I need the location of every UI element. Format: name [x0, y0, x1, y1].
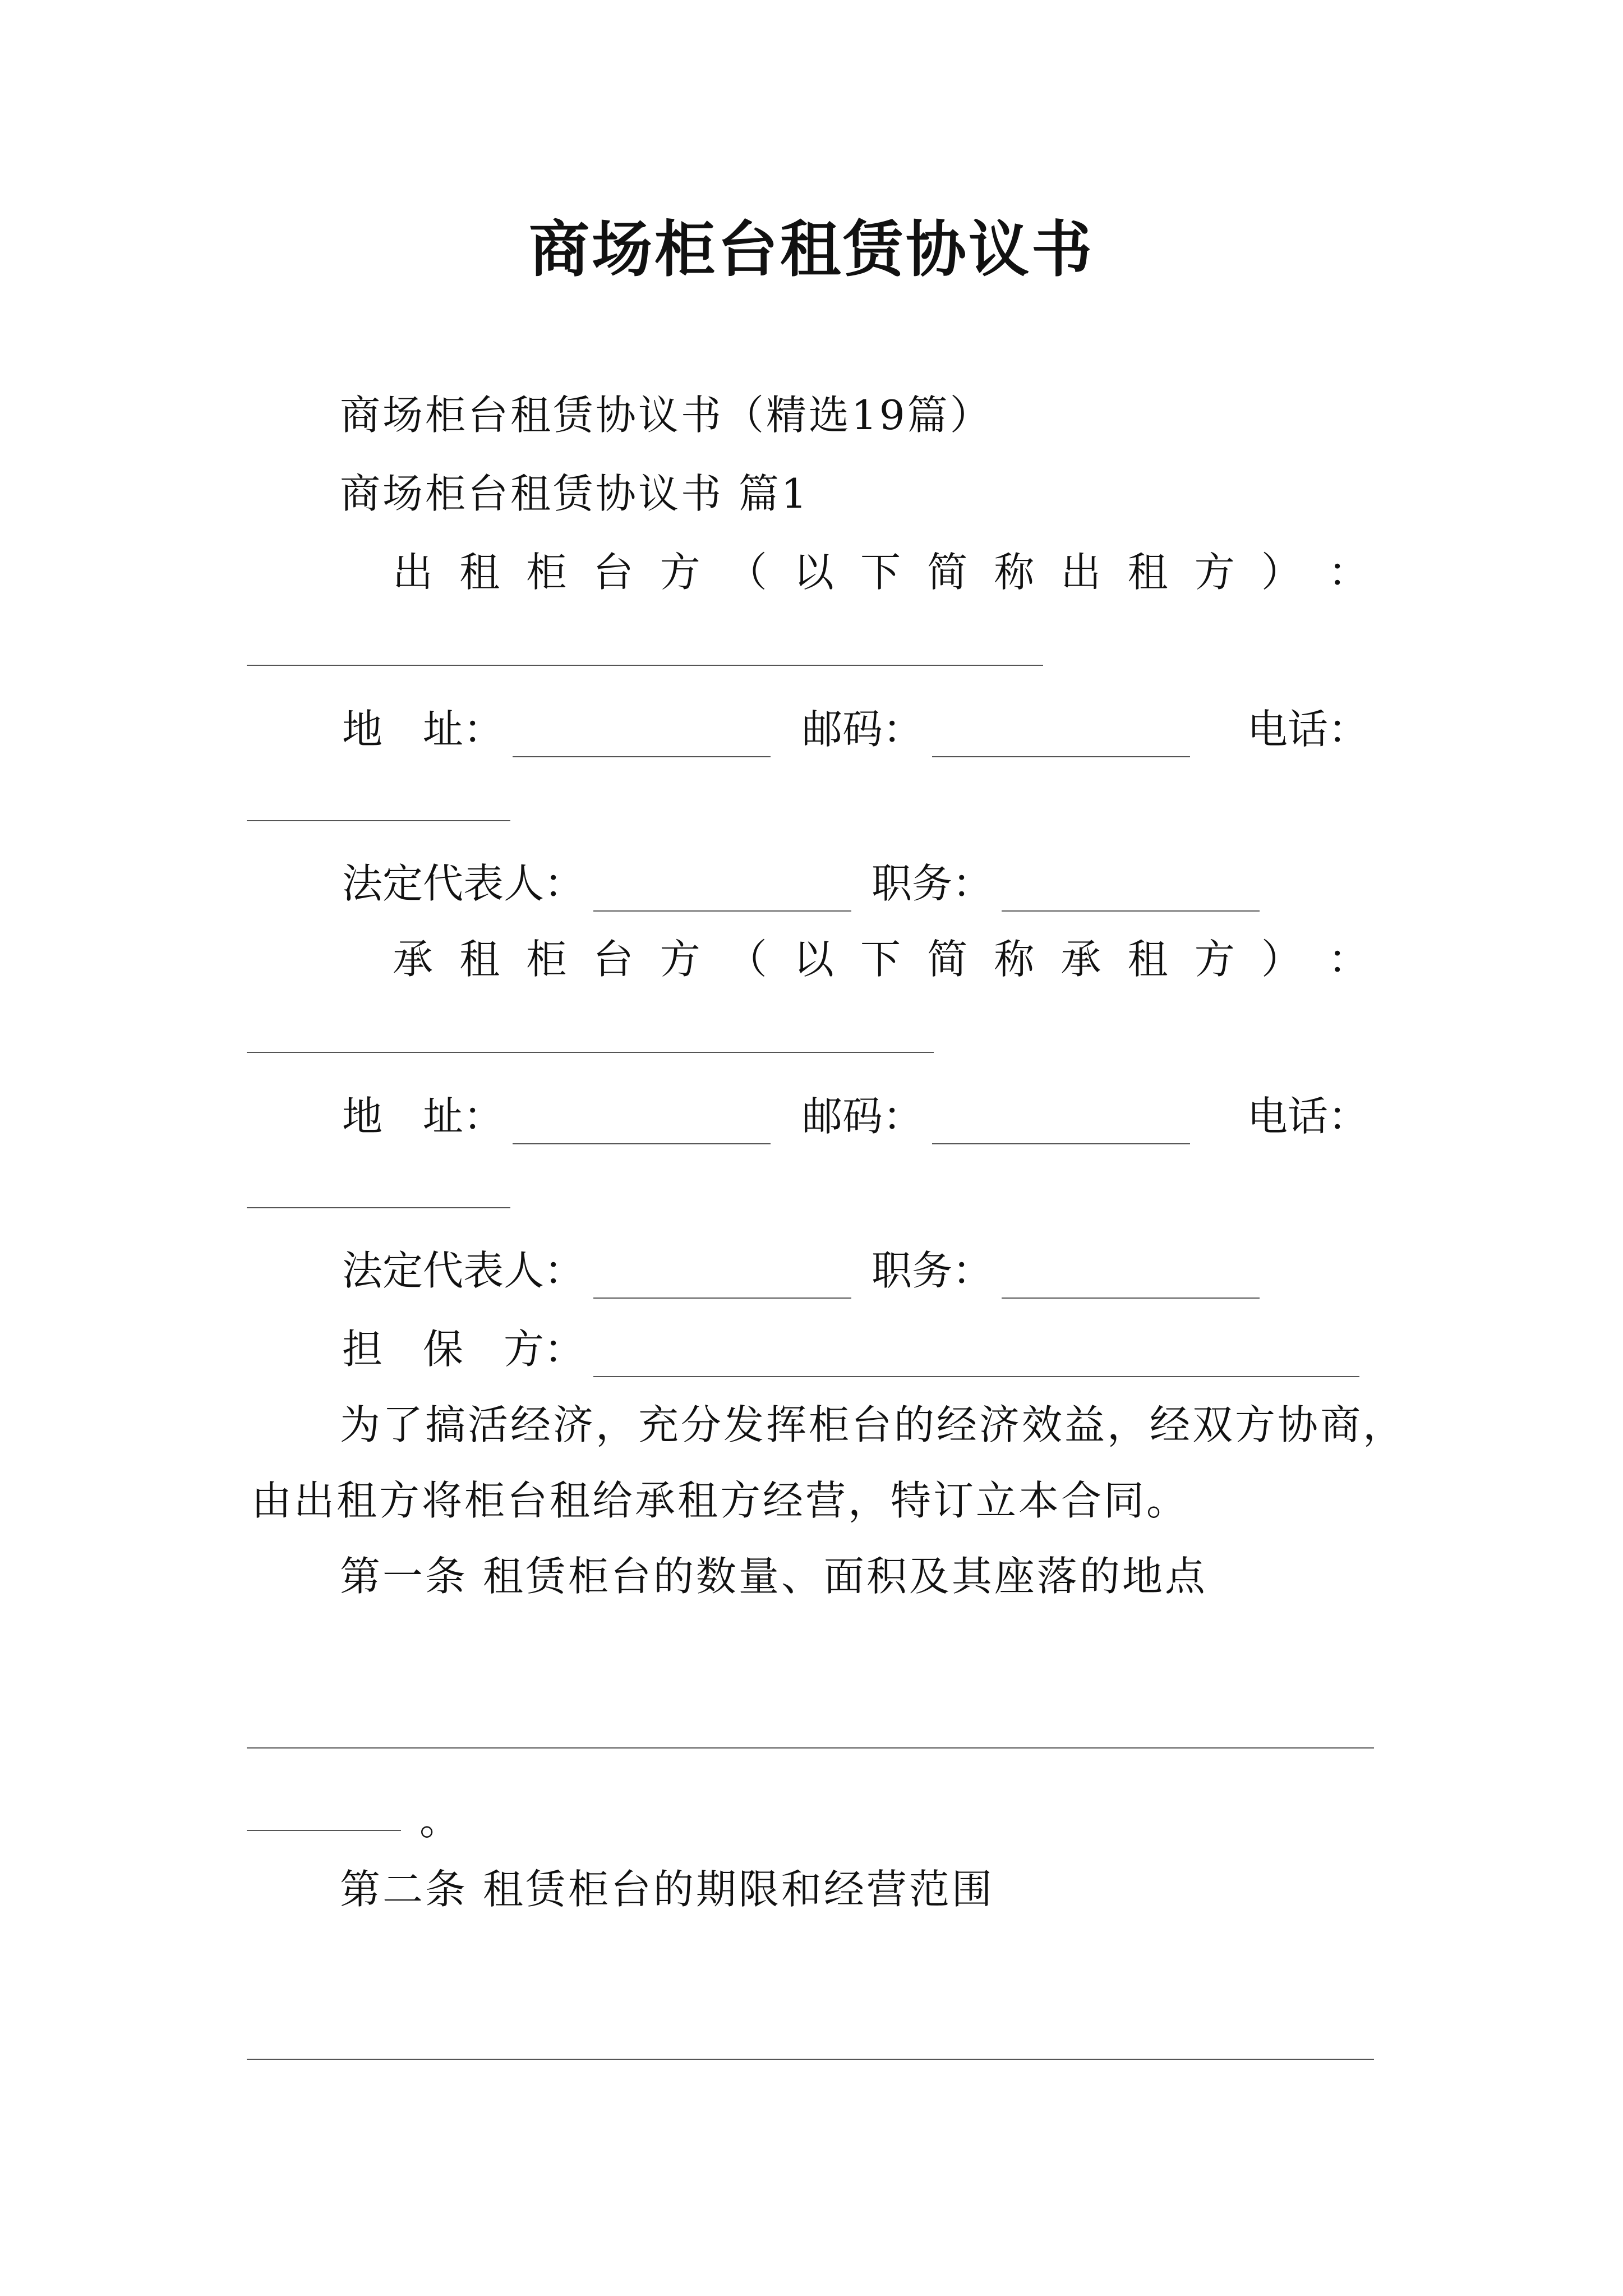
label-char: 以: [793, 936, 834, 983]
article-2-blank: [247, 2059, 1374, 2060]
document-title: 商场柜台租赁协议书: [528, 215, 1094, 285]
intro-line-2: 由出租方将柜台租给承租方经营，特订立本合同。: [251, 1477, 1189, 1524]
postcode-blank: [932, 717, 1190, 757]
lessor-name-blank: [247, 665, 1043, 666]
guarantor-row: [342, 1321, 1368, 1377]
legal-rep-blank: [593, 871, 851, 912]
label-char: 称: [994, 936, 1035, 983]
phone-label: 电话：: [1247, 1093, 1368, 1140]
position-blank: [1002, 1258, 1260, 1299]
label-char: 租: [459, 936, 500, 983]
address-label: 地 址：: [342, 1093, 504, 1140]
article-1-blank-short: [247, 1830, 401, 1831]
label-char: 租: [1127, 549, 1168, 596]
legal-rep-label: 法定代表人：: [342, 1247, 585, 1294]
label-char: 方: [660, 549, 700, 596]
label-char: 承: [1061, 936, 1101, 983]
phone-label: 电话：: [1247, 706, 1368, 753]
label-char: 柜: [526, 549, 567, 596]
address-blank: [513, 1104, 771, 1144]
position-label: 职务：: [872, 1247, 993, 1294]
label-char: 方: [660, 936, 700, 983]
label-char: ：: [1327, 549, 1368, 596]
label-char: ）: [1261, 936, 1302, 983]
lessor-label: [393, 544, 1368, 600]
lessee-rep-row: [342, 1243, 1368, 1299]
lessee-label: [393, 931, 1368, 987]
article-1-heading: 第一条 租赁柜台的数量、面积及其座落的地点: [340, 1553, 1207, 1600]
label-char: 方: [1194, 936, 1235, 983]
address-blank: [513, 717, 771, 757]
label-char: 台: [593, 549, 634, 596]
label-char: 称: [994, 549, 1035, 596]
label-char: 以: [793, 549, 834, 596]
label-char: ）: [1261, 549, 1302, 596]
label-char: 台: [593, 936, 634, 983]
legal-rep-blank: [593, 1258, 851, 1299]
document-subtitle: 商场柜台租赁协议书（精选19篇）: [340, 392, 993, 439]
lessor-rep-row: [342, 855, 1368, 912]
label-char: 下: [860, 549, 901, 596]
lessor-address-row: [342, 701, 1368, 757]
guarantor-label: 担 保 方：: [342, 1326, 585, 1373]
label-char: 租: [1127, 936, 1168, 983]
postcode-label: 邮码：: [802, 706, 924, 753]
label-char: 承: [393, 936, 434, 983]
label-char: 简: [927, 936, 968, 983]
phone-blank: [247, 820, 510, 821]
article-2-heading: 第二条 租赁柜台的期限和经营范围: [340, 1866, 994, 1913]
article-1-blank: [247, 1747, 1374, 1749]
intro-line-1: 为了搞活经济，充分发挥柜台的经济效益，经双方协商，: [340, 1401, 1406, 1448]
label-char: 柜: [526, 936, 567, 983]
label-char: （: [726, 936, 767, 983]
label-char: 出: [393, 549, 434, 596]
position-blank: [1002, 871, 1260, 912]
article-1-end: 。: [419, 1797, 463, 1844]
section-heading: 商场柜台租赁协议书 篇1: [340, 470, 809, 517]
label-char: ：: [1327, 936, 1368, 983]
phone-blank: [247, 1207, 510, 1208]
label-char: 租: [459, 549, 500, 596]
address-label: 地 址：: [342, 706, 504, 753]
postcode-blank: [932, 1104, 1190, 1144]
postcode-label: 邮码：: [802, 1093, 924, 1140]
position-label: 职务：: [872, 860, 993, 907]
legal-rep-label: 法定代表人：: [342, 860, 585, 907]
guarantor-blank: [593, 1337, 1359, 1377]
label-char: 出: [1061, 549, 1101, 596]
lessee-name-blank: [247, 1052, 934, 1053]
label-char: 方: [1194, 549, 1235, 596]
label-char: 下: [860, 936, 901, 983]
lessee-address-row: [342, 1088, 1368, 1144]
label-char: （: [726, 549, 767, 596]
label-char: 简: [927, 549, 968, 596]
